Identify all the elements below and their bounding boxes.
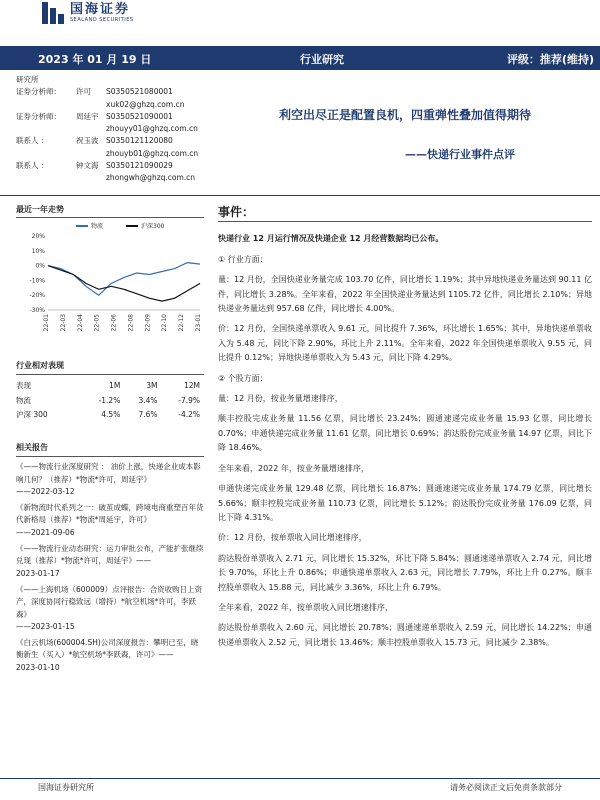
section-heading: ① 行业方面： xyxy=(218,254,268,264)
table-header-cell: 12M xyxy=(183,381,200,391)
footer-divider xyxy=(0,778,600,779)
logo xyxy=(42,2,134,24)
series-line xyxy=(48,266,200,302)
related-report-item xyxy=(16,543,204,580)
analyst-row xyxy=(16,86,204,98)
x-tick-label: 22-04 xyxy=(76,314,84,332)
trend-chart-svg xyxy=(16,218,204,344)
analyst-role: 证券分析师： xyxy=(16,87,61,97)
table-row xyxy=(16,408,200,422)
paragraph: 价：12 月份，按单票收入同比增速排序， xyxy=(218,533,367,543)
report-date: 2023 年 01 月 19 日 xyxy=(38,53,152,66)
y-tick-label: -20% xyxy=(29,292,45,300)
table-cell: 3.4% xyxy=(138,395,158,405)
relative-performance xyxy=(16,360,204,422)
analyst-code: S0350521090001 xyxy=(106,111,173,121)
x-tick-label: 22-06 xyxy=(110,314,118,332)
footer-institute: 国海证券研究所 xyxy=(38,783,94,792)
paragraph: 韵达股份单票收入 2.71 元，同比增长 15.32%，环比下降 5.84%；圆通速递单票收入 2.74 元，同比增长 9.70%，环比上升 0.86%；申通快递单票收入 2.63 元，同比增长 7.79%，环比上升 0.27%。顺丰控股单票收入 15.88 元，同比减少 3.36%，环比上升 6.79%。 xyxy=(218,553,592,592)
logo-icon xyxy=(42,2,64,24)
related-report-text: 《新物流时代系列之一：破茧成蝶，跨境电商重塑百年货代新格局（推荐）*物流*周延宇，许可》 xyxy=(16,503,204,525)
related-report-date: ——2022-03-12 xyxy=(16,486,75,496)
y-tick-label: 20% xyxy=(31,233,45,240)
related-report-date: 2023-01-17 xyxy=(16,568,60,578)
analyst-role: 证券分析师： xyxy=(16,111,61,121)
related-report-text: 《白云机场(600004.SH)公司深度报告：攀明已至，晓衡新生（买入）*航空机场*李跃森，许可》—— xyxy=(16,638,199,660)
table-cell: 7.6% xyxy=(138,409,158,419)
legend-label: 沪深300 xyxy=(141,223,165,230)
header-bar xyxy=(0,46,600,70)
event-body xyxy=(218,205,592,656)
x-tick-label: 22-08 xyxy=(127,314,135,332)
chart-title: 最近一年走势 xyxy=(16,204,204,218)
analyst-row xyxy=(16,111,204,123)
report-subtitle: ——快递行业事件点评 xyxy=(405,148,515,161)
x-tick-label: 22-12 xyxy=(178,314,186,332)
footer-disclaimer: 请务必阅读正文后免责条款部分 xyxy=(450,783,562,792)
analyst-row xyxy=(16,135,204,147)
analyst-email: xuk02@ghzq.com.cn xyxy=(106,99,185,109)
paragraph: 全年来看，2022 年，按业务量增速排序， xyxy=(218,463,369,473)
related-report-item xyxy=(16,461,204,498)
table-cell: -7.9% xyxy=(178,395,200,405)
analyst-name: 周延宇 xyxy=(76,111,99,121)
report-rating: 评级：推荐(维持) xyxy=(506,53,594,66)
table-cell: 物流 xyxy=(16,395,31,405)
x-tick-label: 22-01 xyxy=(43,314,50,332)
analyst-role: 联系人 ： xyxy=(16,161,49,171)
analyst-name: 祝玉波 xyxy=(76,136,99,146)
paragraph: 全年来看，2022 年，按单票收入同比增速排序， xyxy=(218,602,393,612)
y-tick-label: 10% xyxy=(31,247,45,255)
event-intro: 快递行业 12 月运行情况及快递企业 12 月经营数据均已公布。 xyxy=(218,234,444,244)
related-reports xyxy=(16,442,204,674)
related-report-item xyxy=(16,584,204,633)
related-reports-title: 相关报告 xyxy=(16,442,204,457)
x-tick-label: 22-10 xyxy=(161,314,169,332)
related-report-item xyxy=(16,502,204,539)
analyst-email: zhouyy01@ghzq.com.cn xyxy=(106,124,198,134)
logo-name-cn: 国海证券 xyxy=(70,1,131,17)
table-cell: -4.2% xyxy=(178,409,200,419)
related-report-date: 2023-01-10 xyxy=(16,662,60,672)
table-cell: 4.5% xyxy=(101,409,121,419)
paragraph: 价：12 月份，全国快递单票收入 9.61 元，同比提升 7.36%，环比增长 1.65%；其中，异地快递单票收入为 5.48 元，同比下降 2.90%，环比上升 2.11%。全年来看，2022 年全国快递单票收入 9.55 元，同比提升 0.12%；异地快递单票收入为 5.43 元，同比下降 4.29%。 xyxy=(218,324,592,363)
report-category: 行业研究 xyxy=(300,53,344,66)
analyst-role: 联系人 ： xyxy=(16,136,49,146)
related-report-date: ——2023-01-15 xyxy=(16,621,75,631)
analyst-name: 许可 xyxy=(76,87,91,97)
trend-chart xyxy=(16,204,204,344)
related-report-text: 《——物流行业动态研究：运力审批公布，产能扩张继续兑现（推荐）*物流*许可，周延宇》—— xyxy=(16,544,204,566)
event-heading: 事件： xyxy=(218,205,592,222)
table-header-cell: 1M xyxy=(109,381,121,391)
x-tick-label: 23-01 xyxy=(195,314,202,332)
analyst-code: S0350121120080 xyxy=(106,136,173,146)
x-tick-label: 22-03 xyxy=(59,314,67,332)
analyst-email: zhouyb01@ghzq.com.cn xyxy=(106,148,199,158)
paragraph: 申通快递完成业务量 129.48 亿票，同比增长 16.87%；圆通速递完成业务量 174.79 亿票，同比增长 5.66%；顺丰控股完成业务量 110.73 亿票，同比增长 5.12%；韵达股份完成业务量 176.09 亿票，同比下降 4.31%。 xyxy=(218,484,592,522)
performance-title: 行业相对表现 xyxy=(16,360,204,375)
analyst-name: 钟文海 xyxy=(76,161,99,171)
analyst-code: S0350521080001 xyxy=(106,87,173,97)
table-header-cell: 表现 xyxy=(16,381,31,391)
institute-label: 研究所 xyxy=(16,75,39,84)
related-report-text: 《——物流行业深度研究 ： 油价上涨，快递企业成本影响几何？（推荐）*物流*许可，周延宇》 xyxy=(16,462,201,484)
x-tick-label: 22-09 xyxy=(144,314,152,332)
x-tick-label: 22-05 xyxy=(93,314,101,332)
table-cell: 沪深 300 xyxy=(16,409,48,419)
analyst-email: zhongwh@ghzq.com.cn xyxy=(106,173,196,183)
logo-name-en: SEALAND SECURITIES xyxy=(70,16,134,23)
table-row xyxy=(16,394,200,408)
related-report-text: 《——上海机场（600009）点评报告：合资收购日上资产，深度协同行稳致远（增持）*航空机场*许可，李跃森》 xyxy=(16,584,203,619)
table-header-cell: 3M xyxy=(146,381,158,391)
y-tick-label: -10% xyxy=(29,277,45,285)
report-title: 利空出尽正是配置良机，四重弹性叠加值得期待 xyxy=(278,108,531,122)
table-cell: -1.2% xyxy=(98,395,121,405)
performance-table xyxy=(16,379,200,422)
related-report-item xyxy=(16,637,204,674)
legend-label: 物流 xyxy=(91,223,104,230)
paragraph: 量：12 月份，按业务量增速排序， xyxy=(218,394,343,404)
table-header-row xyxy=(16,379,200,393)
paragraph: 量：12 月份，全国快递业务量完成 103.70 亿件，同比增长 1.19%；其中异地快递业务量达到 90.11 亿件，同比增长 3.28%。全年来看，2022 年全国快递业务量达到 1105.72 亿件，同比增长 2.10%；异地快递业务量达到 957.68 亿件，同比增长 4.00%。 xyxy=(218,275,592,314)
analyst-row xyxy=(16,160,204,172)
paragraph: 顺丰控股完成业务量 11.56 亿票，同比增长 23.24%；圆通速递完成业务量 15.93 亿票，同比增长 0.70%；申通快递完成业务量 11.61 亿票，同比增长 0.69%；韵达股份完成业务量 14.97 亿票，同比下降 18.46%。 xyxy=(218,414,592,453)
series-line xyxy=(48,263,200,296)
header-divider xyxy=(0,195,600,196)
y-tick-label: -30% xyxy=(29,307,45,314)
y-tick-label: 0% xyxy=(35,262,45,270)
analyst-list xyxy=(16,74,204,185)
related-report-date: ——2021-09-06 xyxy=(16,527,75,537)
section-heading: ② 个股方面： xyxy=(218,373,268,383)
analyst-code: S0350121090029 xyxy=(106,161,173,171)
paragraph: 韵达股份单票收入 2.60 元，同比增长 20.78%；圆通速递单票收入 2.59 元，同比增长 14.22%；申通快递单票收入 2.52 元，同比增长 13.46%；顺丰控股单票收入 15.73 元，同比减少 2.38%。 xyxy=(218,623,592,647)
